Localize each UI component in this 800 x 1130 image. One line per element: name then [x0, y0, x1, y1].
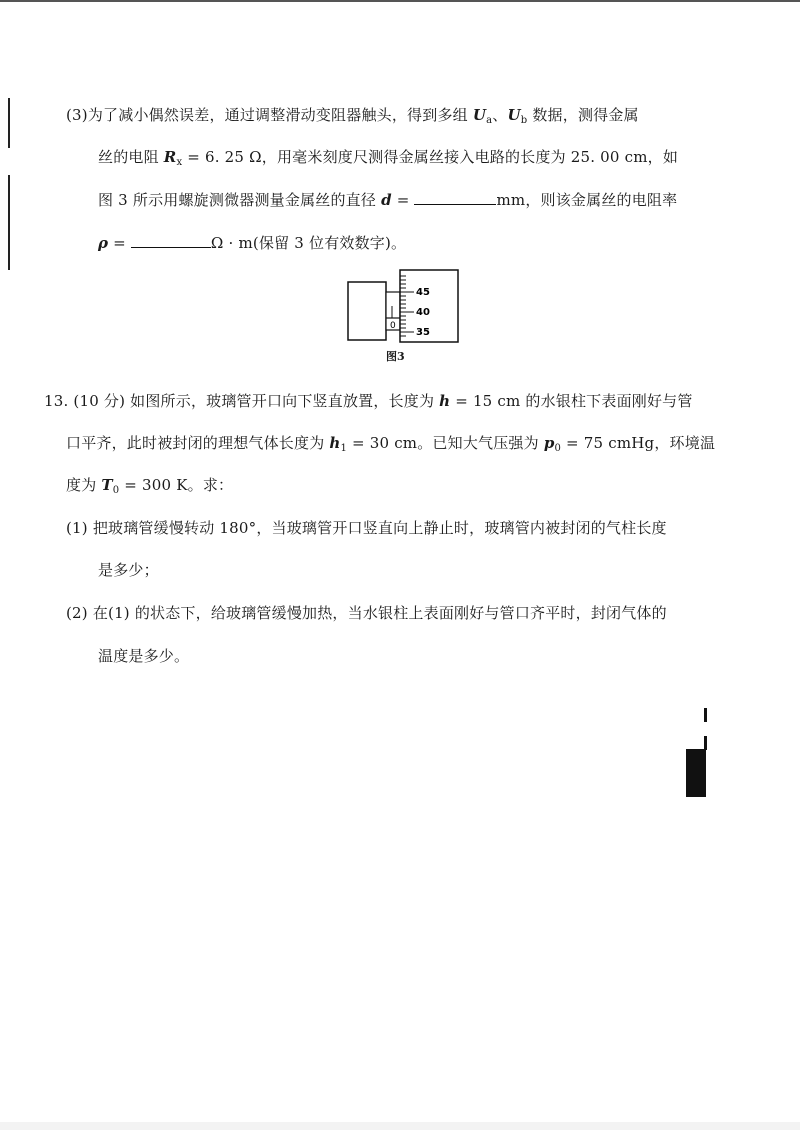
- margin-bar-bottom: [8, 175, 10, 270]
- thimble-label-40: 40: [416, 307, 430, 318]
- top-scan-edge: [0, 0, 800, 2]
- registration-mark-thin: [704, 708, 707, 722]
- resistivity-answer-blank: [131, 235, 211, 248]
- bottom-scan-edge: [0, 1122, 800, 1130]
- q13-sub2-line1: (2) 在(1) 的状态下，给玻璃管缓慢加热，当水银柱上表面刚好与管口齐平时，封闭气体的: [66, 604, 667, 622]
- thimble-label-35: 35: [416, 327, 430, 338]
- sleeve-zero-label: 0: [390, 321, 396, 331]
- q13-sub2-line2: 温度是多少。: [98, 647, 190, 665]
- micrometer-anvil: [348, 282, 386, 340]
- q13-line1: 13. (10 分) 如图所示，玻璃管开口向下竖直放置，长度为 h = 15 cm 的水银柱下表面刚好与管: [44, 392, 693, 410]
- margin-bar-top: [8, 98, 10, 148]
- q12-part3-line4: ρ = Ω · m(保留 3 位有效数字)。: [98, 234, 407, 252]
- q12-part3-line1: (3)为了减小偶然误差，通过调整滑动变阻器触头，得到多组 $U_a$、$U_b$ 数据，测得金属: [66, 106, 639, 126]
- q12-part3-line3: 图 3 所示用螺旋测微器测量金属丝的直径 d = mm，则该金属丝的电阻率: [98, 191, 678, 209]
- q13-line2: 口平齐，此时被封闭的理想气体长度为 $h_1 = 30$ cm。已知大气压强为 $p_0 = 75$ cmHg，环境温: [66, 434, 716, 454]
- figure3-caption: 图3: [386, 350, 405, 363]
- q12-part3-line2: 丝的电阻 $R_x = 6$. 25 Ω，用毫米刻度尺测得金属丝接入电路的长度为 25. 00 cm，如: [98, 148, 679, 168]
- q13-sub1-line2: 是多少；: [98, 561, 159, 579]
- thimble-label-45: 45: [416, 287, 430, 298]
- q13-line3: 度为 $T_0 = 300$ K。求：: [66, 476, 234, 496]
- diameter-answer-blank: [414, 192, 496, 205]
- registration-mark-thin-2: [704, 736, 707, 750]
- q13-sub1-line1: (1) 把玻璃管缓慢转动 180°，当玻璃管开口竖直向上静止时，玻璃管内被封闭的气柱长度: [66, 519, 667, 537]
- registration-mark-block: [686, 749, 706, 797]
